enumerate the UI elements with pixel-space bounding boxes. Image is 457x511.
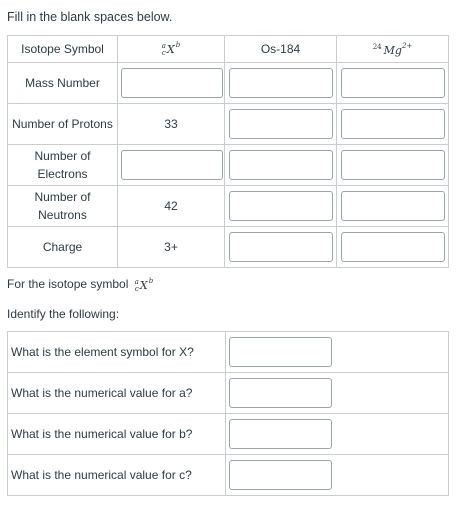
- mg-element: Mg: [383, 43, 402, 57]
- notation-b: b: [175, 41, 181, 50]
- charge-os-input[interactable]: [229, 232, 333, 262]
- row-label: Number of Protons: [8, 104, 118, 145]
- question-row: [8, 455, 449, 496]
- isotope-table: [7, 35, 449, 268]
- question-text: What is the element symbol for X?: [8, 332, 226, 373]
- protons-mg-input[interactable]: [341, 109, 445, 139]
- questions-table: [7, 331, 449, 496]
- mass-number-os-input[interactable]: [229, 68, 333, 98]
- notation-x: X: [166, 43, 175, 57]
- instructions: Fill in the blank spaces below.: [7, 10, 173, 24]
- header-row: [8, 36, 449, 63]
- table-row-charge: [8, 227, 449, 268]
- charge-mg-input[interactable]: [341, 232, 445, 262]
- mass-number-mg-input[interactable]: [341, 68, 445, 98]
- element-symbol-input[interactable]: [229, 337, 332, 367]
- header-mg: [337, 36, 449, 63]
- mass-number-x-input[interactable]: [121, 68, 223, 98]
- value-c-input[interactable]: [229, 460, 332, 490]
- question-text: What is the numerical value for b?: [8, 414, 226, 455]
- notation-c: c: [161, 48, 166, 57]
- electrons-os-input[interactable]: [229, 150, 333, 180]
- isotope-notation: [162, 41, 181, 57]
- electrons-mg-input[interactable]: [341, 150, 445, 180]
- notation-a: a: [161, 41, 166, 50]
- question-text: What is the numerical value for a?: [8, 373, 226, 414]
- row-label: Mass Number: [8, 63, 118, 104]
- charge-x-value: 3+: [118, 227, 225, 268]
- isotope-notation-inline: a c $X^b$: [134, 277, 154, 293]
- identify-prompt: Identify the following:: [7, 307, 120, 321]
- row-label: Charge: [8, 227, 118, 268]
- electrons-x-input[interactable]: [121, 150, 223, 180]
- header-label: Isotope Symbol: [8, 36, 118, 63]
- neutrons-os-input[interactable]: [229, 191, 333, 221]
- mg-charge: 2+: [401, 41, 413, 50]
- table-row-mass-number: [8, 63, 449, 104]
- value-b-input[interactable]: [229, 419, 332, 449]
- table-row-protons: [8, 104, 449, 145]
- neutrons-mg-input[interactable]: [341, 191, 445, 221]
- question-text: What is the numerical value for c?: [8, 455, 226, 496]
- row-label: Number of Neutrons: [8, 186, 118, 227]
- question-row: [8, 332, 449, 373]
- isotope-symbol-prompt: For the isotope symbol a c $X^b$: [7, 277, 154, 293]
- header-isotope-notation: [118, 36, 225, 63]
- protons-os-input[interactable]: [229, 109, 333, 139]
- table-row-neutrons: [8, 186, 449, 227]
- neutrons-x-value: 42: [118, 186, 225, 227]
- question-row: [8, 373, 449, 414]
- mg-mass-number: 24: [372, 42, 382, 51]
- question-row: [8, 414, 449, 455]
- protons-x-value: 33: [118, 104, 225, 145]
- header-os-184: Os-184: [225, 36, 337, 63]
- value-a-input[interactable]: [229, 378, 332, 408]
- row-label: Number of Electrons: [8, 145, 118, 186]
- table-row-electrons: [8, 145, 449, 186]
